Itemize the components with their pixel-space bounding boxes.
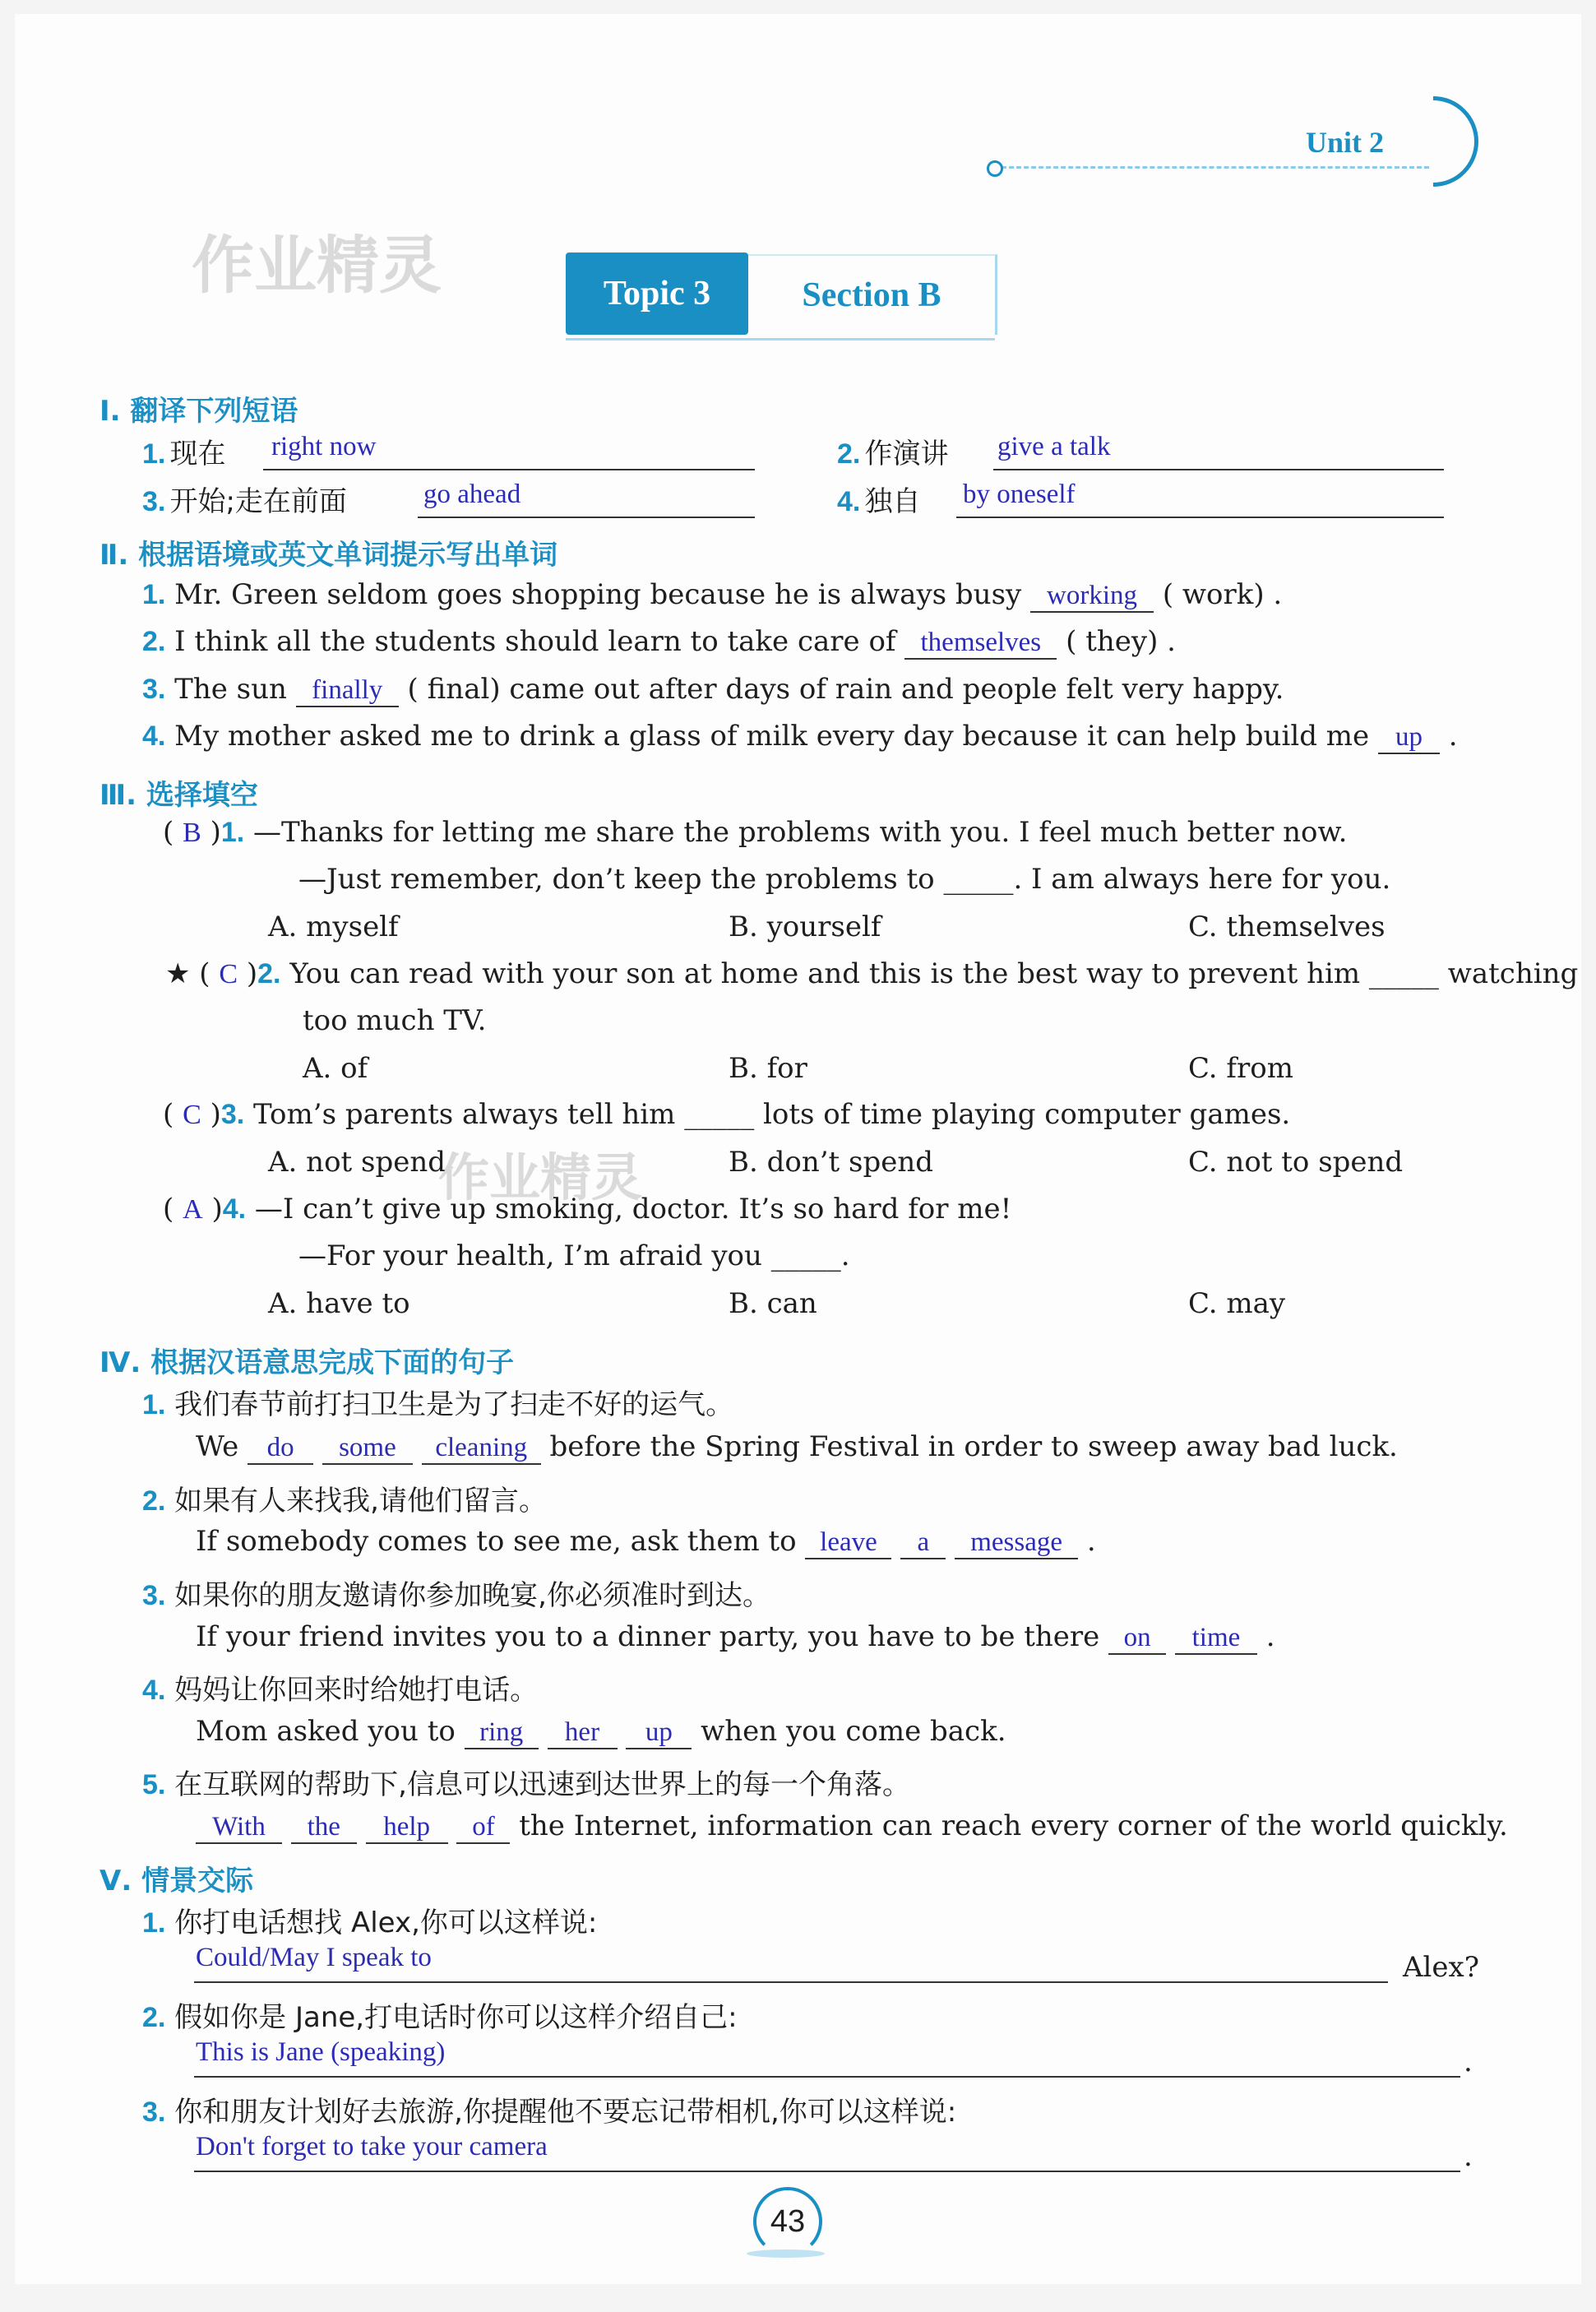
page-number: 43 — [770, 2203, 806, 2239]
question-line-1: You can read with your son at home and this is the best way to prevent him _____ watching — [289, 957, 1579, 990]
sentence-cn: 如果有人来找我,请他们留言。 — [174, 1485, 547, 1517]
answer-line — [956, 517, 1444, 518]
star-icon: ★ — [165, 957, 191, 990]
unit-arc-icon — [1369, 77, 1497, 206]
sentence-post: . — [1448, 720, 1458, 753]
sentence-pre: If your friend invites you to a dinner party, you have to be there — [196, 1620, 1100, 1653]
sentence-post: . — [1464, 2140, 1473, 2173]
part1-item-4 — [837, 479, 920, 519]
sentence-cn: 我们春节前打扫卫生是为了扫走不好的运气。 — [174, 1388, 734, 1421]
phrase-cn: 开始;走在前面 — [169, 485, 347, 518]
option-b: B. for — [729, 1052, 807, 1085]
answer-blank: her — [548, 1717, 618, 1749]
answer-bracket-close: ) — [201, 1098, 221, 1131]
answer-blank: finally — [296, 675, 399, 707]
answer-text: Could/May I speak to — [196, 1943, 432, 1972]
answer-blank: the — [291, 1812, 357, 1844]
question-line-1: —Thanks for letting me share the problems with you. I feel much better now. — [253, 816, 1348, 849]
sentence-pre: If somebody comes to see me, ask them to — [196, 1525, 797, 1558]
item-number: 3. — [142, 1580, 166, 1611]
mc-answer: A — [183, 1194, 203, 1225]
option-a: A. have to — [268, 1287, 410, 1320]
option-b: B. don’t spend — [729, 1146, 934, 1179]
answer-text: Don't forget to take your camera — [196, 2132, 548, 2161]
question-line-1: —I can’t give up smoking, doctor. It’s so hard for me! — [254, 1193, 1012, 1225]
situation-cn: 你和朋友计划好去旅游,你提醒他不要忘记带相机,你可以这样说: — [174, 2096, 957, 2129]
sentence-pre: The sun — [174, 673, 287, 706]
part4-item-5-en — [196, 1809, 1508, 1844]
situation-cn: 假如你是 Jane,打电话时你可以这样介绍自己: — [174, 2001, 738, 2034]
answer-text: give a talk — [997, 432, 1111, 461]
answer-blank: do — [247, 1433, 313, 1465]
answer-blank: on — [1108, 1623, 1166, 1655]
answer-bracket-close: ) — [238, 957, 258, 990]
answer-line — [194, 1981, 1388, 1983]
question-line-2: —Just remember, don’t keep the problems to _____. I am always here for you. — [298, 863, 1391, 896]
answer-line — [194, 2171, 1460, 2172]
item-number: 3. — [142, 2097, 166, 2128]
item-number: 3. — [220, 1099, 245, 1130]
question-line-1: Tom’s parents always tell him _____ lots of time playing computer games. — [253, 1098, 1291, 1131]
answer-bracket-close: ) — [202, 1193, 223, 1225]
answer-text: right now — [271, 432, 377, 461]
part1-item-1 — [142, 431, 225, 471]
item-number: 1. — [142, 1907, 166, 1939]
answer-blank: a — [900, 1527, 946, 1559]
sentence-post: Alex? — [1403, 1951, 1479, 1984]
page-number-badge — [753, 2187, 822, 2256]
answer-line — [993, 469, 1444, 470]
mc-question-1 — [163, 816, 1347, 849]
item-number: 2. — [142, 1485, 166, 1517]
mc-question-3 — [163, 1098, 1290, 1131]
part1-item-3 — [142, 479, 347, 519]
option-c: C. not to spend — [1188, 1146, 1404, 1179]
watermark-top: 作业精灵 — [192, 229, 442, 302]
sentence-pre: My mother asked me to drink a glass of milk every day because it can help build me — [174, 720, 1370, 753]
option-a: A. not spend — [268, 1146, 446, 1179]
part2-item-3 — [142, 673, 1284, 707]
answer-blank: up — [1378, 722, 1440, 754]
item-number: 3. — [142, 486, 166, 517]
answer-line — [263, 469, 755, 470]
answer-blank: some — [322, 1433, 413, 1465]
situation-cn: 你打电话想找 Alex,你可以这样说: — [174, 1907, 598, 1939]
item-number: 1. — [220, 817, 245, 848]
sentence-post: ( they) . — [1066, 625, 1176, 658]
part3-title: Ⅲ. 选择填空 — [99, 779, 258, 812]
answer-blank: of — [456, 1812, 510, 1844]
mc-answer: C — [219, 959, 238, 989]
answer-blank: up — [626, 1717, 692, 1749]
answer-bracket-close: ) — [201, 816, 221, 849]
answer-text: go ahead — [423, 480, 521, 509]
part4-item-1-cn — [142, 1382, 733, 1422]
answer-bracket-open: ( — [163, 816, 183, 849]
unit-dashed-line — [1002, 166, 1429, 169]
sentence-cn: 妈妈让你回来时给她打电话。 — [174, 1674, 539, 1707]
answer-bracket-open: ( — [163, 1193, 183, 1225]
item-number: 4. — [142, 720, 166, 752]
sentence-post: ( work) . — [1162, 578, 1283, 611]
answer-blank: cleaning — [422, 1433, 541, 1465]
answer-bracket-open: ( — [190, 957, 220, 990]
part1-title: Ⅰ. 翻译下列短语 — [99, 395, 298, 428]
item-number: 4. — [222, 1193, 247, 1225]
topic-badge: Topic 3 — [566, 253, 748, 335]
answer-blank: leave — [805, 1527, 891, 1559]
unit-label: Unit 2 — [1306, 126, 1385, 159]
option-c: C. from — [1188, 1052, 1293, 1085]
section-badge: Section B — [748, 254, 997, 335]
option-b: B. can — [729, 1287, 817, 1320]
answer-line — [194, 2076, 1460, 2078]
answer-line — [418, 517, 755, 518]
sentence-post: when you come back. — [701, 1715, 1006, 1748]
item-number: 1. — [142, 438, 166, 470]
part4-item-2-en — [196, 1525, 1096, 1559]
part5-title: Ⅴ. 情景交际 — [99, 1865, 254, 1897]
phrase-cn: 作演讲 — [864, 438, 949, 470]
sentence-pre: Mom asked you to — [196, 1715, 456, 1748]
option-a: A. myself — [268, 910, 399, 943]
item-number: 2. — [142, 626, 166, 657]
sentence-post: . — [1464, 2046, 1473, 2078]
option-b: B. yourself — [729, 910, 881, 943]
item-number: 3. — [142, 674, 166, 705]
sentence-pre: Mr. Green seldom goes shopping because he is always busy — [174, 578, 1022, 611]
phrase-cn: 现在 — [169, 438, 226, 470]
part5-item-3-cn — [142, 2089, 956, 2129]
page-number-wave — [747, 2249, 825, 2258]
item-number: 1. — [142, 1389, 166, 1420]
sentence-post: the Internet, information can reach every corner of the world quickly. — [519, 1809, 1508, 1842]
worksheet-page — [15, 14, 1581, 2284]
answer-blank: With — [196, 1812, 282, 1844]
question-line-2: —For your health, I’m afraid you _____. — [298, 1239, 850, 1272]
question-line-2: too much TV. — [303, 1004, 487, 1037]
part4-item-2-cn — [142, 1478, 547, 1518]
unit-dot-icon — [987, 160, 1003, 177]
part2-item-1 — [142, 578, 1282, 613]
mc-answer: B — [183, 818, 201, 848]
part1-item-2 — [837, 431, 948, 471]
sentence-cn: 如果你的朋友邀请你参加晚宴,你必须准时到达。 — [174, 1579, 770, 1612]
answer-blank: working — [1030, 581, 1154, 613]
sentence-cn: 在互联网的帮助下,信息可以迅速到达世界上的每一个角落。 — [174, 1768, 910, 1801]
sentence-post: . — [1086, 1525, 1096, 1558]
answer-bracket-open: ( — [163, 1098, 183, 1131]
sentence-pre: We — [196, 1430, 239, 1463]
item-number: 4. — [837, 486, 861, 517]
item-number: 2. — [837, 438, 861, 470]
part4-item-3-cn — [142, 1573, 770, 1613]
part4-item-4-cn — [142, 1667, 538, 1707]
part2-item-2 — [142, 625, 1176, 660]
answer-blank: message — [955, 1527, 1078, 1559]
sentence-post: . — [1265, 1620, 1275, 1653]
option-c: C. may — [1188, 1287, 1286, 1320]
answer-text: This is Jane (speaking) — [196, 2037, 446, 2067]
answer-blank: time — [1175, 1623, 1257, 1655]
mc-question-4 — [163, 1193, 1011, 1225]
part4-item-4-en — [196, 1715, 1006, 1749]
phrase-cn: 独自 — [864, 485, 921, 518]
topic-underline — [566, 338, 995, 341]
sentence-post: ( final) came out after days of rain and people felt very happy. — [407, 673, 1284, 706]
sentence-post: before the Spring Festival in order to sweep away bad luck. — [549, 1430, 1398, 1463]
answer-text: by oneself — [963, 480, 1076, 509]
part4-item-3-en — [196, 1620, 1275, 1655]
answer-blank: help — [366, 1812, 448, 1844]
item-number: 2. — [257, 958, 281, 989]
item-number: 5. — [142, 1769, 166, 1800]
item-number: 1. — [142, 579, 166, 610]
option-c: C. themselves — [1188, 910, 1386, 943]
part2-title: Ⅱ. 根据语境或英文单词提示写出单词 — [99, 539, 558, 572]
part2-item-4 — [142, 720, 1458, 754]
watermark-middle: 作业精灵 — [438, 1147, 643, 1207]
mc-answer: C — [183, 1100, 201, 1130]
mc-question-2 — [165, 957, 1578, 990]
answer-blank: themselves — [904, 628, 1057, 660]
item-number: 2. — [142, 2002, 166, 2033]
part4-item-5-cn — [142, 1762, 910, 1802]
part4-title: Ⅳ. 根据汉语意思完成下面的句子 — [99, 1346, 515, 1379]
part4-item-1-en — [196, 1430, 1398, 1465]
part5-item-2-cn — [142, 1995, 738, 2035]
answer-blank: ring — [465, 1717, 539, 1749]
part5-item-1-cn — [142, 1900, 597, 1940]
item-number: 4. — [142, 1675, 166, 1706]
sentence-pre: I think all the students should learn to take care of — [174, 625, 896, 658]
option-a: A. of — [303, 1052, 368, 1085]
